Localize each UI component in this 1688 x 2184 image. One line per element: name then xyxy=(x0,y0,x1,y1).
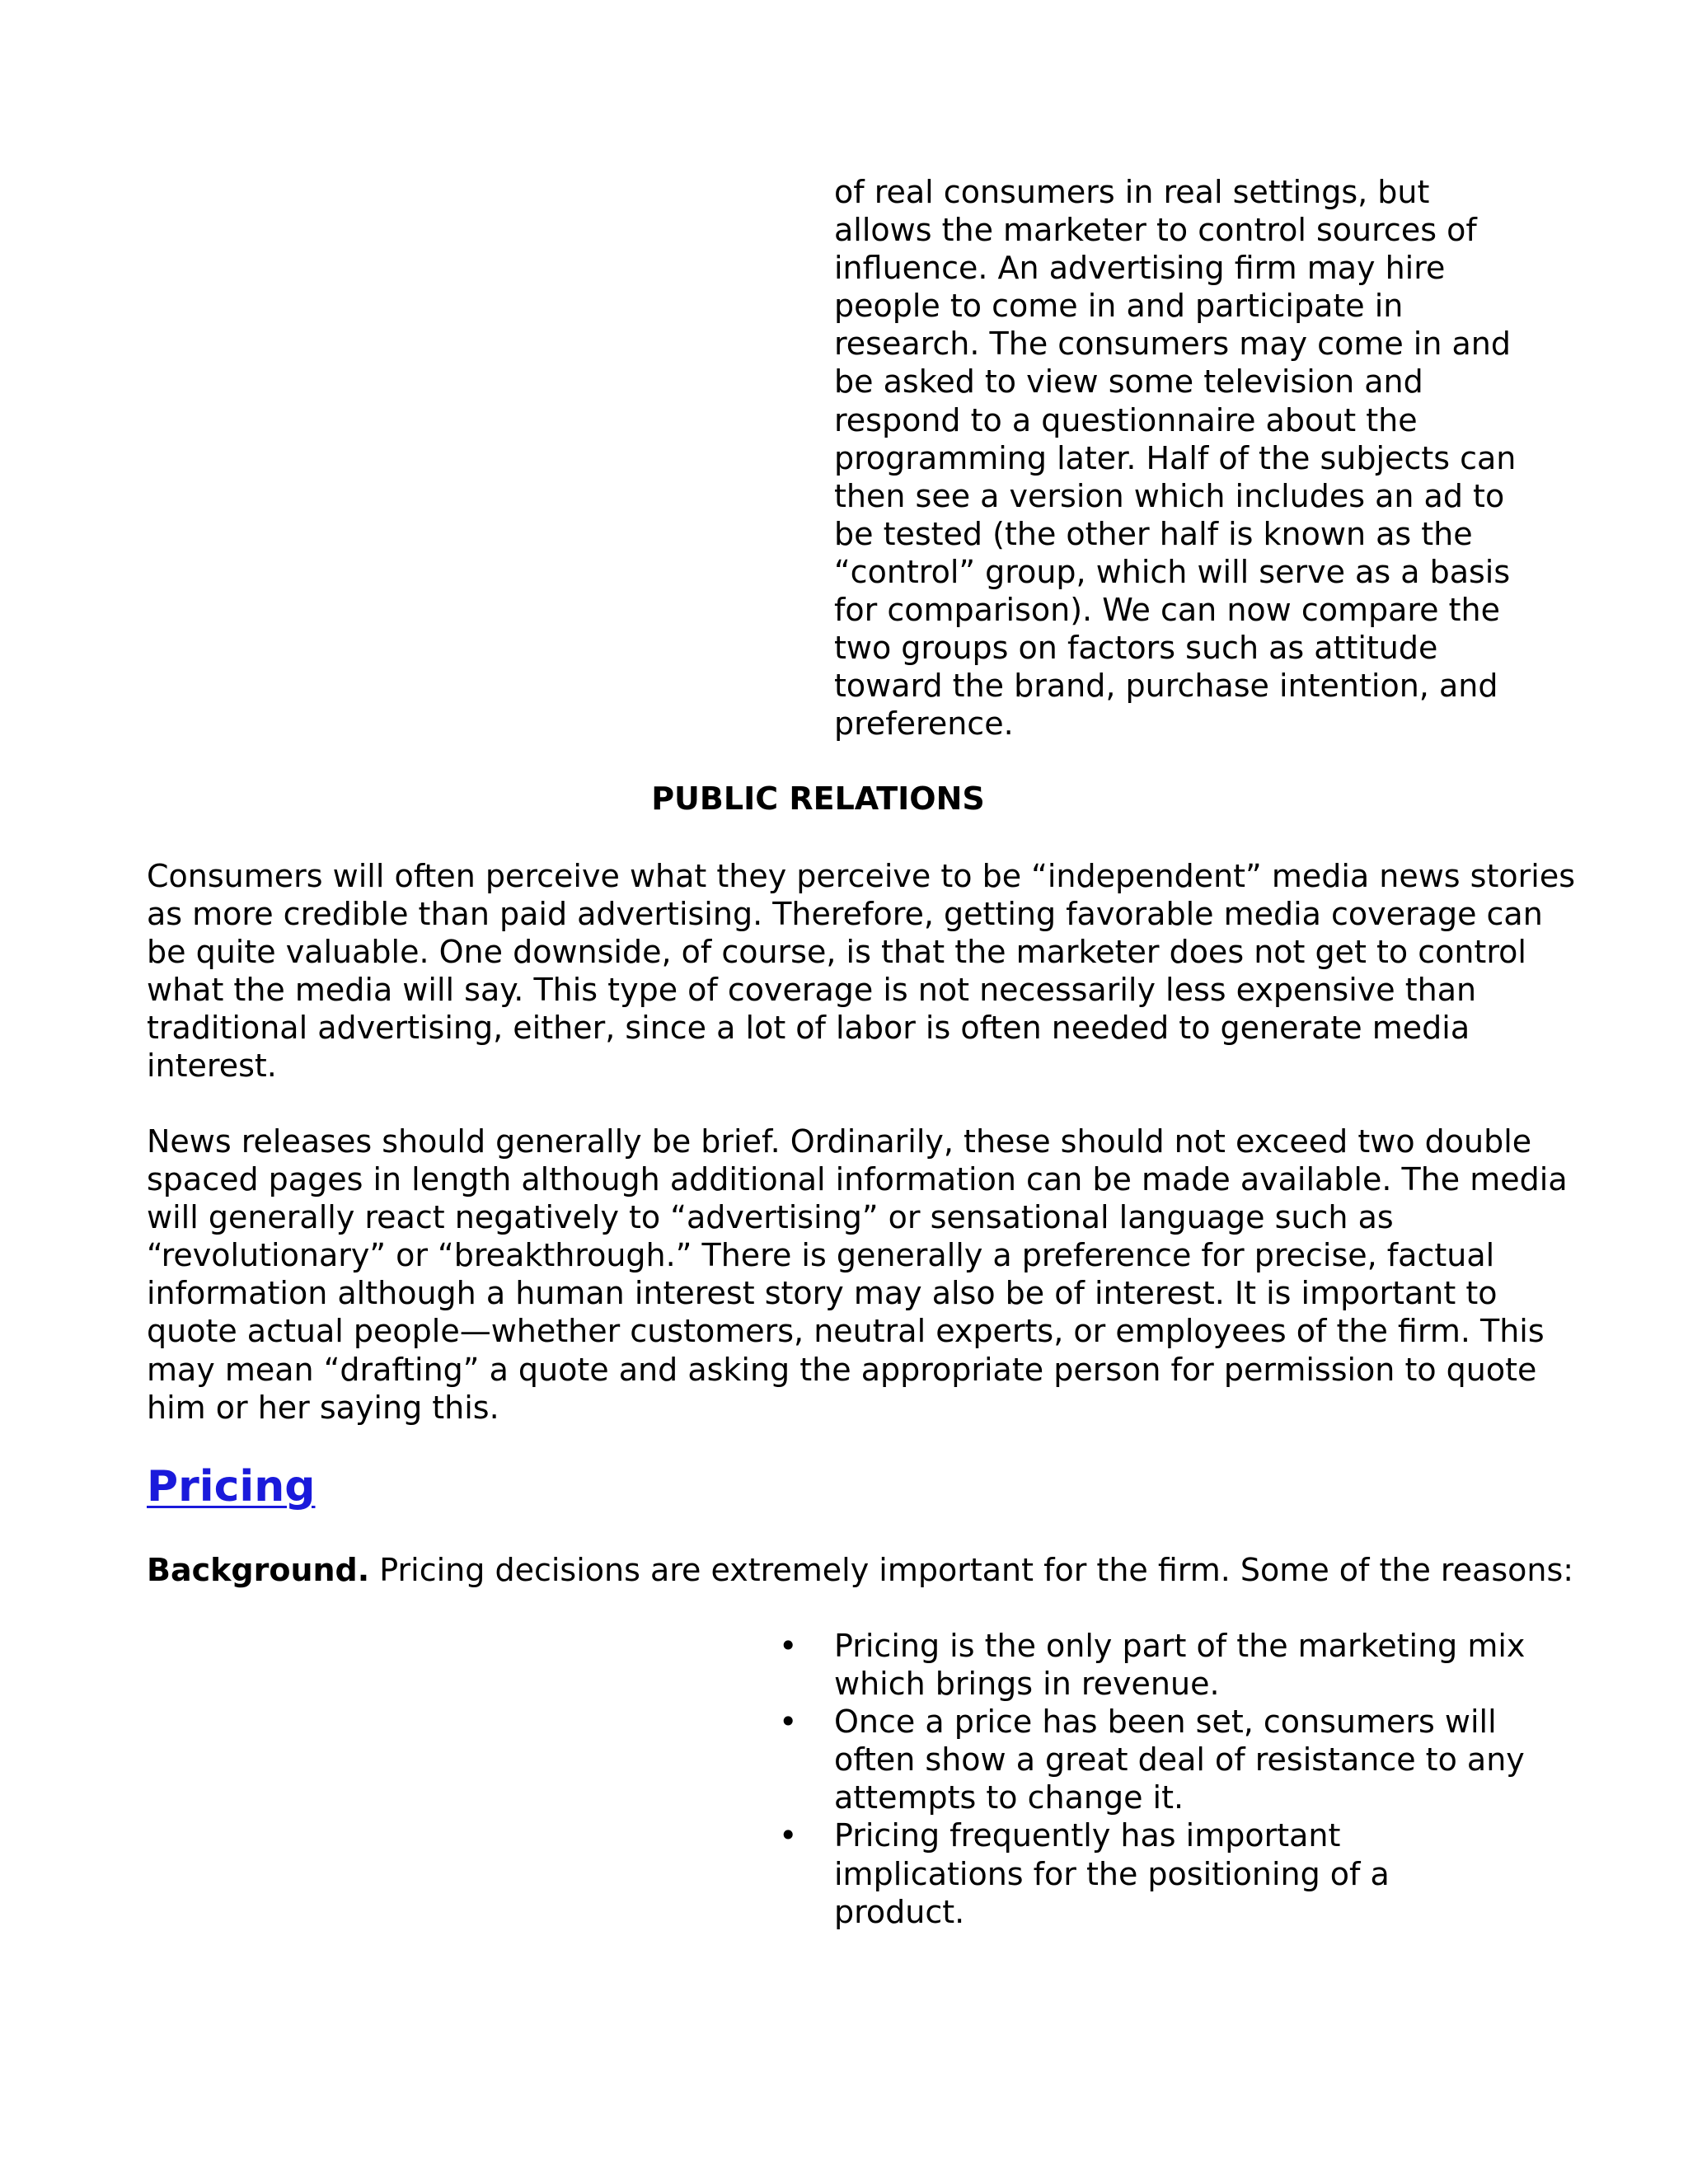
paragraph-line: “revolutionary” or “breakthrough.” There is generally a preference for precise, factual xyxy=(147,1237,1495,1274)
paragraph-line: toward the brand, purchase intention, and xyxy=(834,668,1498,705)
paragraph-line: be asked to view some television and xyxy=(834,363,1423,401)
paragraph-line: will generally react negatively to “advertising” or sensational language such as xyxy=(147,1199,1394,1236)
paragraph-line: traditional advertising, either, since a lot of labor is often needed to generate media xyxy=(147,1010,1470,1047)
paragraph-line: “control” group, which will serve as a basis xyxy=(834,553,1511,590)
list-item xyxy=(779,1703,1525,1816)
public-relations-paragraph-2 xyxy=(147,1122,1568,1427)
paragraph-line: people to come in and participate in xyxy=(834,288,1404,325)
paragraph-line: respond to a questionnaire about the xyxy=(834,401,1418,438)
paragraph-line: be quite valuable. One downside, of course, is that the marketer does not get to control xyxy=(147,934,1526,971)
paragraph-line: quote actual people—whether customers, neutral experts, or employees of the firm. This xyxy=(147,1313,1545,1350)
pricing-heading-link[interactable]: Pricing xyxy=(147,1462,316,1511)
paragraph-line: research. The consumers may come in and xyxy=(834,326,1512,363)
list-item xyxy=(779,1816,1510,1930)
list-item-line: implications for the positioning of a xyxy=(834,1855,1390,1892)
paragraph-line: allows the marketer to control sources of xyxy=(834,212,1477,249)
paragraph-line: spaced pages in length although additional information can be made available. The media xyxy=(147,1161,1568,1198)
paragraph-line: interest. xyxy=(147,1047,277,1085)
paragraph-line: then see a version which includes an ad to xyxy=(834,477,1505,514)
paragraph-line: information although a human interest story may also be of interest. It is important to xyxy=(147,1275,1498,1312)
paragraph-line: two groups on factors such as attitude xyxy=(834,630,1438,667)
bullet-icon: • xyxy=(779,1704,798,1741)
list-item-line: Once a price has been set, consumers will xyxy=(834,1704,1497,1741)
list-item-line: Pricing frequently has important xyxy=(834,1817,1341,1854)
public-relations-paragraph-1 xyxy=(147,857,1575,1085)
public-relations-heading: PUBLIC RELATIONS xyxy=(651,780,985,817)
list-item-line: Pricing is the only part of the marketing mix xyxy=(834,1628,1526,1664)
paragraph-line: be tested (the other half is known as the xyxy=(834,515,1473,552)
list-item-line: often show a great deal of resistance to any xyxy=(834,1741,1525,1779)
paragraph-line: News releases should generally be brief. Ordinarily, these should not exceed two double xyxy=(147,1123,1532,1160)
paragraph-line: Consumers will often perceive what they perceive to be “independent” media news stories xyxy=(147,858,1575,894)
list-item-line: which brings in revenue. xyxy=(834,1666,1220,1703)
paragraph-line: programming later. Half of the subjects can xyxy=(834,439,1517,476)
paragraph-line: may mean “drafting” a quote and asking the appropriate person for permission to quote xyxy=(147,1351,1537,1388)
list-item-line: attempts to change it. xyxy=(834,1779,1184,1816)
bullet-icon: • xyxy=(779,1628,798,1664)
paragraph-line: what the media will say. This type of coverage is not necessarily less expensive than xyxy=(147,972,1477,1009)
research-paragraph xyxy=(834,173,1517,743)
paragraph-line: of real consumers in real settings, but xyxy=(834,174,1430,210)
paragraph-line: for comparison). We can now compare the xyxy=(834,592,1501,629)
pricing-reasons-list xyxy=(779,1627,1526,1931)
paragraph-line: as more credible than paid advertising. Therefore, getting favorable media coverage can xyxy=(147,896,1543,933)
background-line xyxy=(147,1551,1573,1589)
paragraph-line: him or her saying this. xyxy=(147,1389,499,1426)
list-item xyxy=(779,1627,1526,1703)
background-text: Pricing decisions are extremely important for the firm. Some of the reasons: xyxy=(369,1552,1574,1588)
background-label: Background. xyxy=(147,1552,370,1588)
bullet-icon: • xyxy=(779,1817,798,1854)
paragraph-line: preference. xyxy=(834,705,1014,743)
list-item-line: product. xyxy=(834,1893,965,1930)
paragraph-line: influence. An advertising firm may hire xyxy=(834,250,1446,287)
